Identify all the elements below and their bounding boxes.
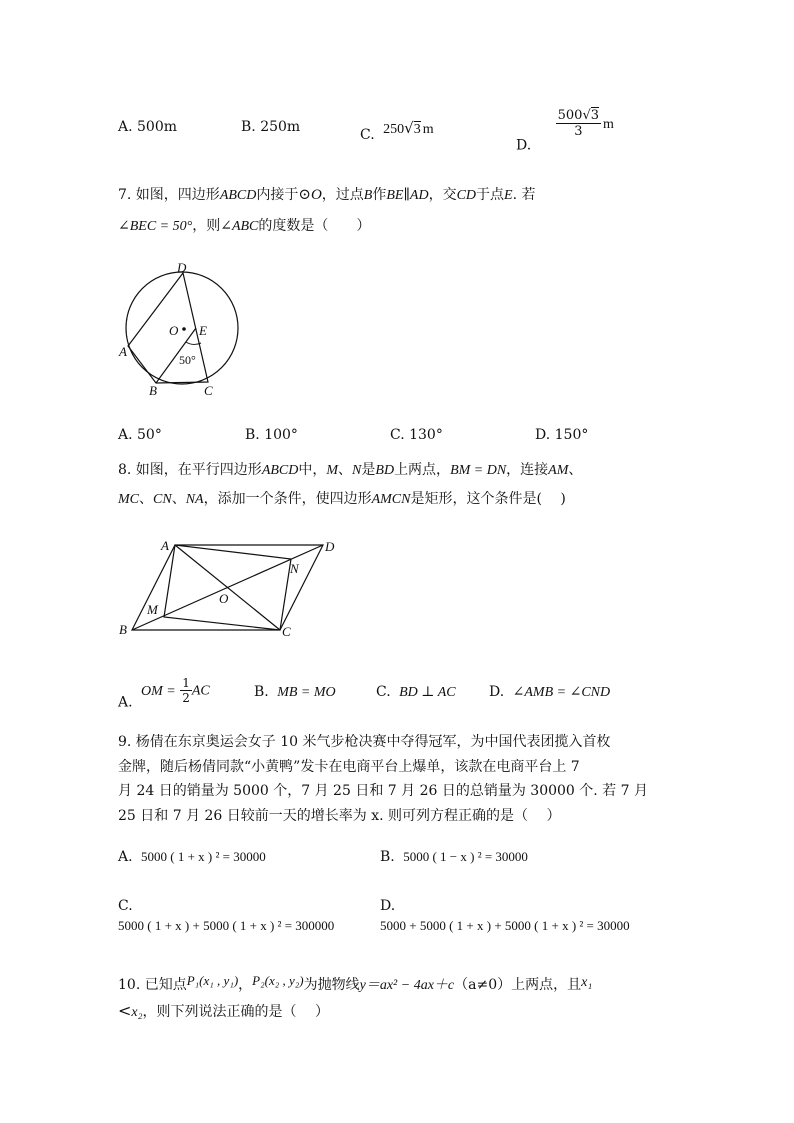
label-d: D (325, 539, 335, 554)
q9-stem-line: 月 24 日的销量为 5000 个，7 月 25 日和 7 月 26 日的总销量为 30000 个. 若 7 月 (118, 783, 648, 799)
q8-option-c-expr: BD ⊥ AC (399, 685, 456, 700)
q8-option-b (254, 684, 336, 701)
q6-option-d-den: 3 (574, 124, 583, 139)
q7-parallel: BE∥AD (386, 188, 429, 203)
q8-text: 8. 如图，在平行四边形 (118, 462, 262, 478)
q7-point-e: E (504, 188, 513, 203)
q8-option-a-num: 1 (182, 676, 190, 690)
q9-option-c (118, 898, 334, 934)
q10-text: ，则下列说法正确的是（ ） (142, 1004, 329, 1020)
q10-text: 上两点，且 (511, 977, 582, 993)
q8-text: 、 (139, 491, 153, 507)
q6-option-d-root: 3 (590, 108, 600, 123)
label-m: M (147, 602, 158, 617)
q8-seg-cn: CN (153, 492, 172, 507)
q7-text: 7. 如图，四边形 (118, 187, 220, 203)
q6-option-c-unit: m (422, 122, 434, 137)
q6-option-a: A. 500m (118, 119, 178, 135)
q8-text: 、 (171, 491, 186, 507)
q6-option-d-num: 500 (557, 108, 583, 123)
q7-text: 的度数是（ ） (258, 218, 371, 234)
q8-text: 、 (338, 462, 353, 478)
q8-parallelogram-figure (115, 532, 350, 642)
q10-text: 为抛物线 (303, 977, 360, 993)
q6-option-d-unit: m (603, 116, 614, 132)
q6-option-c-root: 3 (413, 122, 421, 137)
label-d: D (177, 260, 187, 275)
q9-stem-line: 金牌，随后杨倩同款“小黄鸭”发卡在电商平台上爆单，该款在电商平台上 7 (118, 758, 580, 775)
q6-option-d-fraction (556, 108, 601, 139)
q8-quad-amcn: AMCN (371, 492, 411, 507)
q8-option-c-label: C. (376, 684, 391, 700)
q8-point-n: N (352, 463, 362, 478)
label-a: A (161, 538, 169, 553)
q10-less-than: < (118, 1001, 132, 1020)
q8-option-a-rhs: AC (191, 683, 210, 699)
q7-option-d: D. 150° (535, 427, 589, 443)
q9-option-d-expr: 5000 + 5000 ( 1 + x ) + 5000 ( 1 + x ) ² = 30000 (380, 918, 630, 933)
label-e: E (199, 323, 207, 338)
q8-parallelogram: ABCD (261, 463, 299, 478)
q9-option-d (380, 898, 630, 934)
q8-option-c (376, 684, 456, 701)
q8-option-a-fraction (180, 676, 192, 705)
label-b: B (119, 622, 127, 637)
q7-stem-line-1 (118, 184, 536, 207)
q7-option-a: A. 50° (118, 427, 162, 443)
label-n: N (290, 561, 299, 576)
label-o: O (169, 323, 179, 338)
q10-text: 10. 已知点 (118, 977, 187, 993)
q9-stem (118, 730, 648, 828)
q7-option-b: B. 100° (245, 427, 298, 443)
q8-point-m: M (326, 463, 339, 478)
q6-option-d (516, 108, 614, 154)
q10-parabola-eq: y＝ax² − 4ax＋c (359, 978, 455, 993)
q7-circle-figure (115, 258, 250, 403)
q8-option-d-label: D. (489, 684, 505, 700)
q8-text: 、 (568, 462, 583, 478)
q10-stem-line-2 (118, 1000, 329, 1024)
q8-diagonal-bd: BD (375, 463, 395, 478)
q8-seg-am: AM (548, 463, 569, 478)
q9-option-d-label: D. (380, 898, 396, 914)
q8-option-a-den: 2 (182, 691, 190, 705)
q8-text: ，添加一个条件，使四边形 (203, 491, 372, 507)
q7-text: ，则 (192, 218, 221, 234)
q9-option-b-expr: 5000 ( 1 − x ) ² = 30000 (403, 849, 528, 864)
label-c: C (282, 624, 291, 639)
q10-condition: （a≠0） (454, 977, 512, 993)
q7-circle-o: ⊙O (298, 187, 322, 203)
label-o: O (219, 591, 229, 606)
q6-option-c (360, 119, 434, 143)
q9-option-a (118, 849, 266, 865)
q7-quad: ABCD (219, 188, 257, 203)
q7-text: 作 (372, 187, 387, 203)
label-b: B (149, 383, 157, 398)
circle-o-shape (126, 272, 238, 384)
q9-option-c-expr: 5000 ( 1 + x ) + 5000 ( 1 + x ) ² = 300000 (118, 918, 335, 933)
q10-stem-line-1 (118, 970, 592, 997)
q7-text: 内接于 (256, 187, 299, 203)
q8-option-d-expr: ∠AMB = ∠CND (512, 685, 611, 700)
q7-text: . 若 (512, 187, 536, 203)
q8-seg-mc: MC (118, 492, 139, 507)
q6-option-b: B. 250m (241, 119, 301, 135)
q10-x2: x₂ (131, 1005, 143, 1020)
q8-seg-na: NA (185, 492, 204, 507)
q10-text: ， (238, 977, 253, 993)
q8-option-a-lhs: OM = (141, 683, 176, 699)
q7-text: ，过点 (321, 187, 364, 203)
q6-option-c-label: C. (360, 127, 375, 143)
label-a: A (119, 344, 127, 359)
q8-stem-line-1 (118, 459, 582, 482)
q8-option-a-label: A. (118, 694, 133, 711)
q8-text: 是 (361, 462, 376, 478)
q8-stem-line-2 (118, 488, 566, 511)
q8-text: 中， (298, 462, 327, 478)
q8-text: 上两点， (394, 462, 451, 478)
q8-option-a (118, 676, 210, 711)
q7-line-cd: CD (456, 188, 477, 203)
label-c: C (204, 383, 213, 398)
q10-x1: x₁ (581, 975, 593, 990)
q7-asked-angle: ∠ABC (220, 219, 259, 234)
q9-stem-line: 25 日和 7 月 26 日较前一天的增长率为 x. 则可列方程正确的是（ ） (118, 807, 561, 824)
center-dot-icon (182, 327, 186, 331)
q6-option-d-label: D. (516, 137, 532, 154)
q6-option-c-value: 250 (383, 122, 405, 137)
q9-option-a-expr: 5000 ( 1 + x ) ² = 30000 (141, 849, 266, 864)
diagonal-ac (175, 545, 280, 630)
q8-given-eq: BM = DN (450, 463, 507, 478)
q8-text: 是矩形，这个条件是( ) (410, 491, 566, 507)
q10-point-p2: P₂(x₂ , y₂) (252, 973, 304, 988)
q7-text: 于点 (476, 187, 505, 203)
sqrt-icon: √ (582, 108, 591, 123)
q7-stem-line-2 (118, 215, 370, 238)
q9-option-c-label: C. (118, 898, 133, 914)
label-angle-50: 50° (179, 353, 196, 367)
q10-point-p1: P₁(x₁ , y₁) (186, 973, 239, 988)
q7-point-b: B (363, 188, 373, 203)
q9-option-b-label: B. (380, 849, 395, 865)
q8-option-d (489, 684, 610, 701)
q9-stem-line: 9. 杨倩在东京奥运会女子 10 米气步枪决赛中夺得冠军，为中国代表团揽入首枚 (118, 734, 611, 750)
q7-given-angle: ∠BEC = 50° (118, 219, 193, 234)
sqrt-icon: √ (404, 119, 414, 137)
q9-option-a-label: A. (118, 849, 133, 865)
q9-option-b (380, 849, 528, 865)
q7-text: ，交 (428, 187, 457, 203)
q8-option-b-label: B. (254, 684, 269, 700)
q8-text: ，连接 (506, 462, 549, 478)
q7-option-c: C. 130° (390, 427, 443, 443)
q8-option-b-expr: MB = MO (277, 685, 336, 700)
